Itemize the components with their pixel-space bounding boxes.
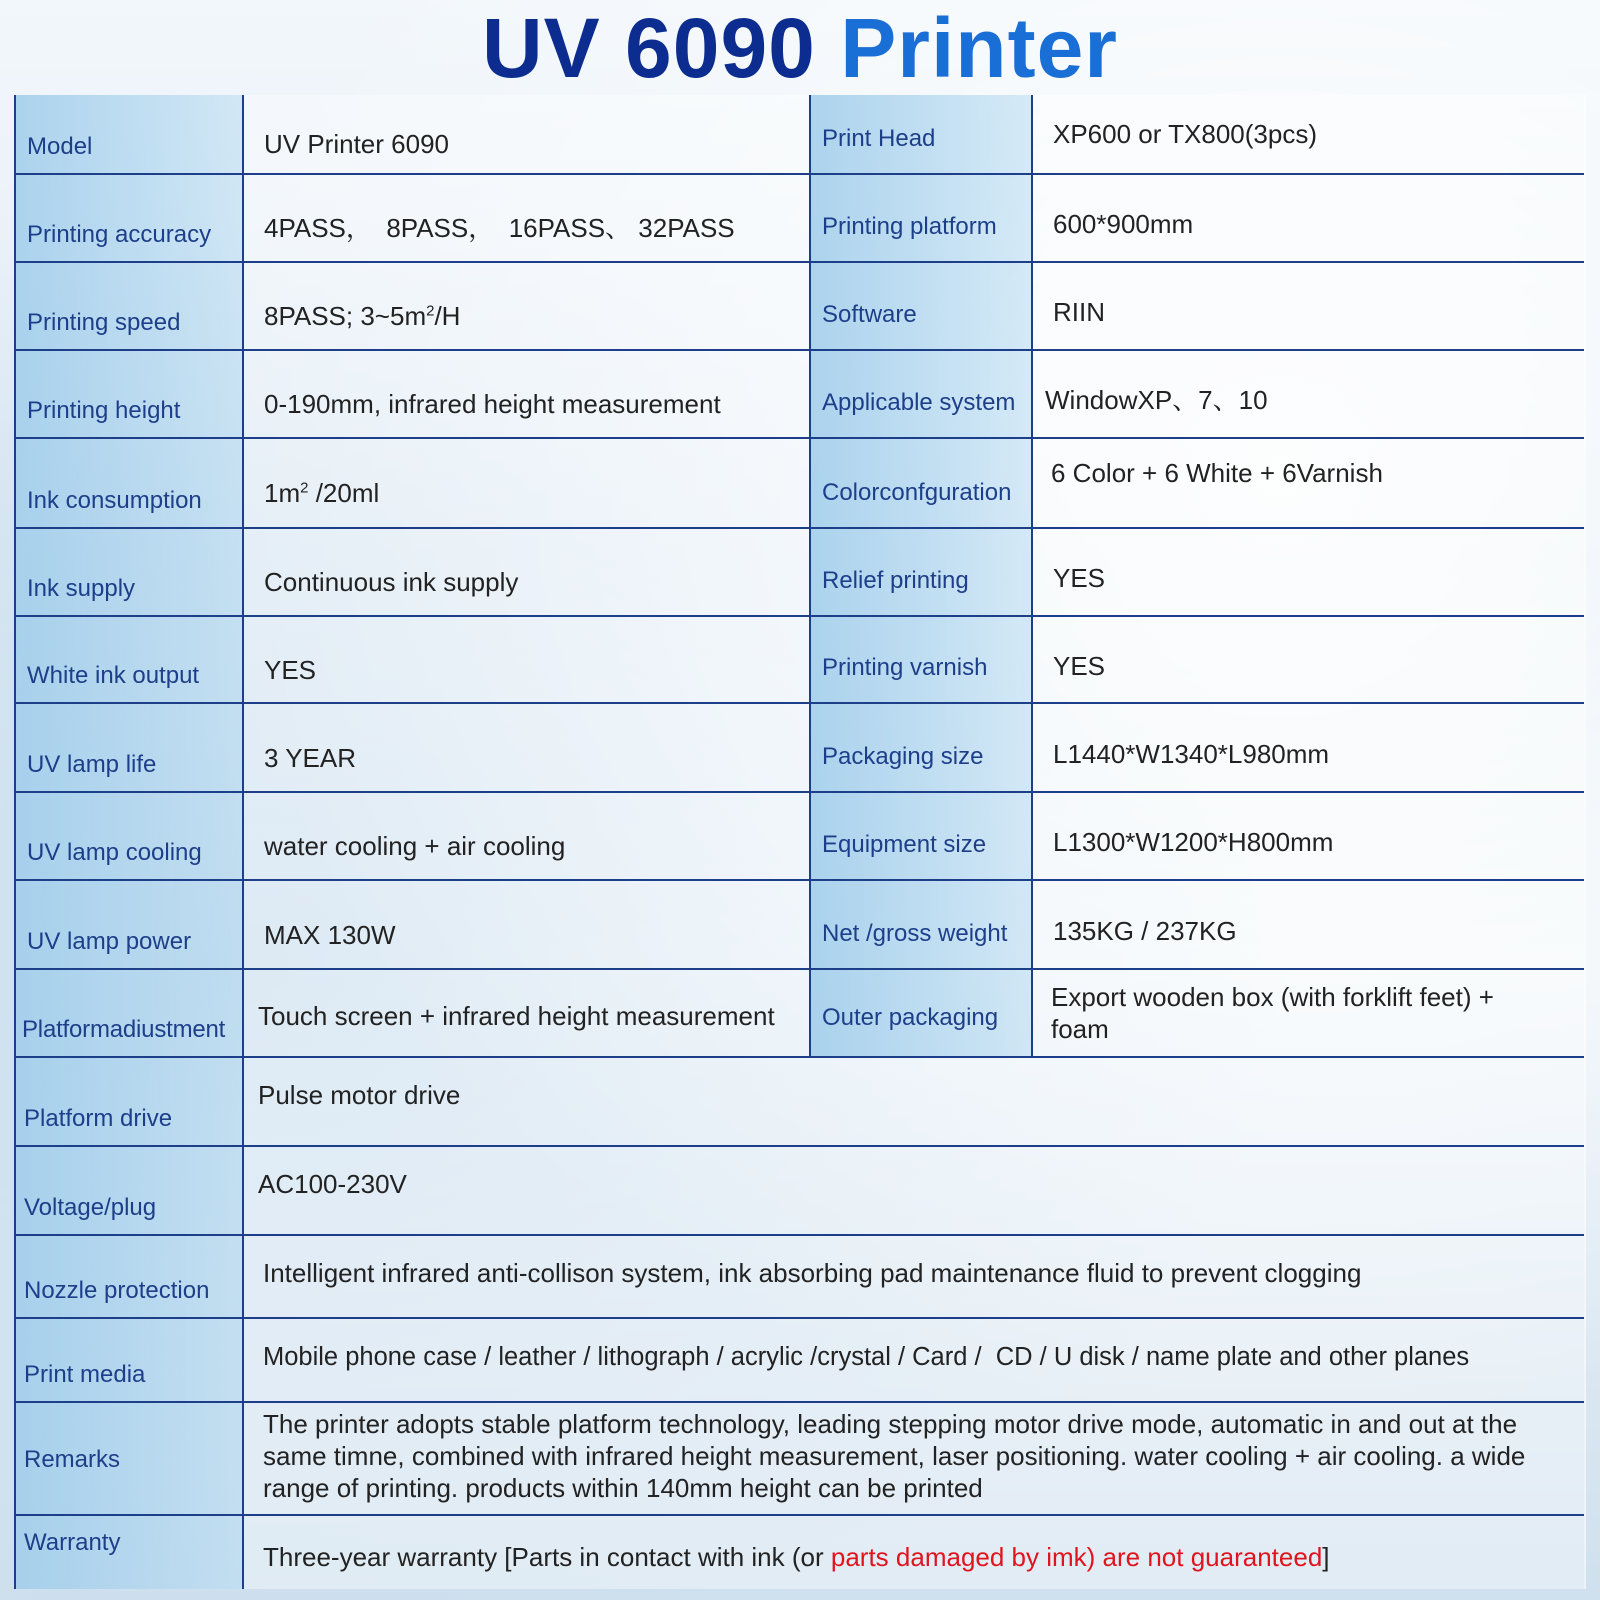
spec-row [16, 969, 1584, 1057]
spec-label: Printing accuracy [16, 174, 243, 262]
spec-label: Software [810, 262, 1032, 350]
spec-value: 600*900mm [1032, 174, 1584, 262]
spec-label: Ink consumption [16, 438, 243, 528]
spec-row [16, 703, 1584, 792]
spec-value: Pulse motor drive [243, 1057, 1584, 1146]
spec-label: Outer packaging [810, 969, 1032, 1057]
spec-row-wide [16, 1146, 1584, 1235]
spec-value: Continuous ink supply [243, 528, 810, 616]
spec-label: White ink output [16, 616, 243, 704]
spec-label: Printing platform [810, 174, 1032, 262]
spec-value: UV Printer 6090 [243, 95, 810, 174]
spec-value: 3 YEAR [243, 703, 810, 792]
warranty-value [243, 1515, 1584, 1589]
spec-value: L1440*W1340*L980mm [1032, 703, 1584, 792]
spec-value: The printer adopts stable platform technology, leading stepping motor drive mode, automatic in and out at the same timne, combined with infrared height measurement, laser positioning. water cooling + air cooling. a wide range of printing. products within 140mm height can be printed [243, 1402, 1584, 1515]
spec-value: Export wooden box (with forklift feet) + foam [1032, 969, 1584, 1057]
warranty-exclusion: parts damaged by imk) are not guaranteed [830, 1541, 1323, 1572]
spec-label: Relief printing [810, 528, 1032, 616]
spec-row [16, 528, 1584, 616]
spec-row [16, 262, 1584, 350]
spec-label: Printing varnish [810, 616, 1032, 704]
spec-label: Equipment size [810, 792, 1032, 880]
spec-value: 0-190mm, infrared height measurement [243, 350, 810, 438]
spec-row [16, 350, 1584, 438]
spec-label: Print media [16, 1318, 243, 1402]
spec-row [16, 880, 1584, 969]
title-model: UV 6090 [482, 1, 816, 95]
spec-value: L1300*W1200*H800mm [1032, 792, 1584, 880]
spec-value: 8PASS; $3\sim 5m^2/H$ [243, 262, 810, 350]
spec-label: Nozzle protection [16, 1235, 243, 1318]
spec-label: Platform drive [16, 1057, 243, 1146]
spec-label: Net /gross weight [810, 880, 1032, 969]
spec-value: AC100-230V [243, 1146, 1584, 1235]
spec-row [16, 438, 1584, 528]
spec-label: Print Head [810, 95, 1032, 174]
spec-row [16, 174, 1584, 262]
page-title [0, 0, 1600, 96]
spec-value: Intelligent infrared anti-collison system, ink absorbing pad maintenance fluid to prevent clogging [243, 1235, 1584, 1318]
spec-row [16, 95, 1584, 174]
spec-row [16, 616, 1584, 704]
spec-label: Voltage/plug [16, 1146, 243, 1235]
spec-value: YES [243, 616, 810, 704]
spec-value: YES [1032, 528, 1584, 616]
title-product: Printer [840, 1, 1118, 95]
spec-label: UV lamp power [16, 880, 243, 969]
spec-label: Remarks [16, 1402, 243, 1515]
spec-value: RIIN [1032, 262, 1584, 350]
spec-value: MAX 130W [243, 880, 810, 969]
spec-table [14, 95, 1586, 1589]
spec-label: UV lamp cooling [16, 792, 243, 880]
spec-row-wide [16, 1318, 1584, 1402]
spec-value: $1m^2$ /20ml [243, 438, 810, 528]
spec-label: Platformadiustment [16, 969, 243, 1057]
spec-row-wide [16, 1515, 1584, 1589]
spec-label: Printing height [16, 350, 243, 438]
spec-value: Mobile phone case / leather / lithograph / acrylic /crystal / Card / CD / U disk / name plate and other planes [243, 1318, 1584, 1402]
spec-label: Applicable system [810, 350, 1032, 438]
spec-value: Touch screen + infrared height measurement [243, 969, 810, 1057]
warranty-close: ] [1322, 1541, 1330, 1572]
spec-value: 135KG / 237KG [1032, 880, 1584, 969]
warranty-text: Three-year warranty [Parts in contact with ink (or [263, 1541, 831, 1572]
spec-value: WindowXP、7、10 [1032, 350, 1584, 438]
spec-value: water cooling + air cooling [243, 792, 810, 880]
spec-label: Colorconfguration [810, 438, 1032, 528]
spec-value: YES [1032, 616, 1584, 704]
spec-value: 4PASS， 8PASS， 16PASS、 32PASS [243, 174, 810, 262]
spec-row-wide [16, 1057, 1584, 1146]
spec-row-wide [16, 1402, 1584, 1515]
spec-label: Model [16, 95, 243, 174]
spec-row [16, 792, 1584, 880]
spec-row-wide [16, 1235, 1584, 1318]
spec-label: Printing speed [16, 262, 243, 350]
spec-label: Ink supply [16, 528, 243, 616]
spec-value: 6 Color + 6 White + 6Varnish [1032, 438, 1584, 528]
spec-value: XP600 or TX800(3pcs) [1032, 95, 1584, 174]
spec-label: Warranty [16, 1515, 243, 1589]
spec-label: UV lamp life [16, 703, 243, 792]
spec-label: Packaging size [810, 703, 1032, 792]
